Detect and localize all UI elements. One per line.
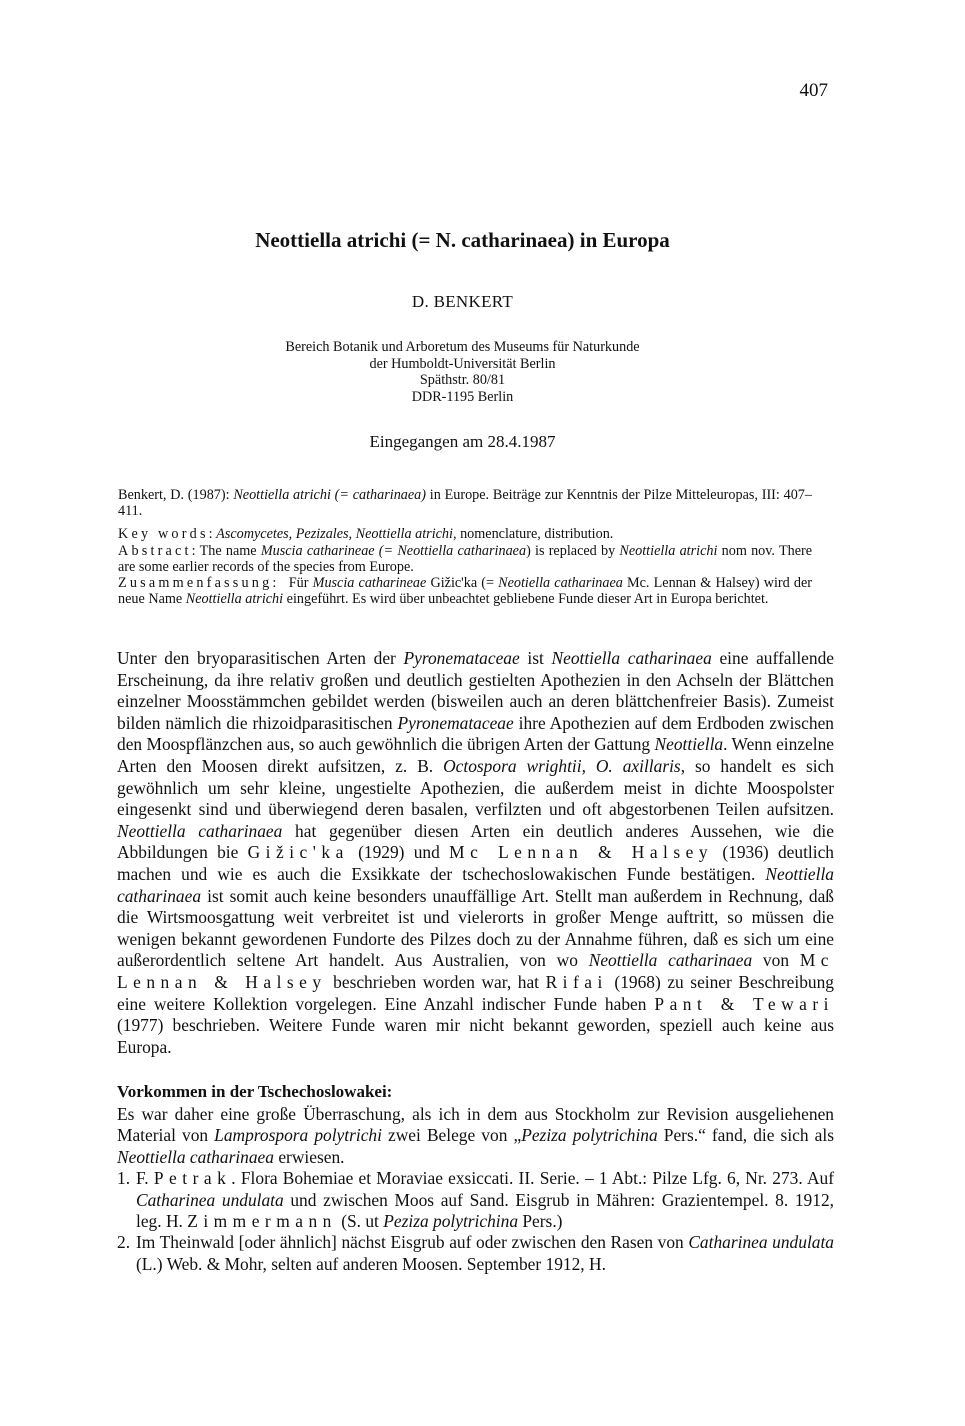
text: erwiesen. — [273, 1146, 345, 1167]
text: (S. ut — [336, 1211, 384, 1232]
list-item — [117, 1232, 834, 1275]
text: eine auffallende Erscheinung, da ihre relativ großen und deutlich gestielten Apothezien in den Achseln der Blättchen einzelner Moosstämmchen gebildet werden (bisweilen auch an deren blättchenfreier Basis). Zumeist bilden nämlich die rhizoidparasitischen — [117, 648, 834, 733]
text: Gižic'ka (= — [426, 575, 499, 592]
taxon: Lamprospora polytrichi — [214, 1125, 382, 1146]
abstract-label: Abstract — [118, 542, 192, 559]
taxon: Neottiella catharinaea — [117, 820, 283, 841]
page-number: 407 — [799, 80, 828, 101]
taxon: Pyronemataceae — [397, 712, 514, 733]
author-name: Mc Lennan & Halsey — [449, 842, 714, 863]
received-date: Eingegangen am 28.4.1987 — [369, 432, 556, 451]
taxon: Neottiella atrichi — [619, 542, 718, 559]
keywords: Key words: Ascomycetes, Pezizales, Neottiella atrichi, nomenclature, distribution. — [118, 526, 614, 543]
text: (L.) Web. & Mohr, selten auf anderen Moosen. September 1912, H. — [136, 1253, 606, 1274]
text: (1968) zu seiner Beschreibung eine weitere Kollektion vorgelegen. Eine Anzahl indischer Funde haben — [117, 971, 834, 1014]
text: zwei Belege von „ — [381, 1125, 522, 1146]
text: (1929) und — [348, 842, 450, 863]
affiliation — [0, 339, 925, 405]
text: Mc. Lennan & Halsey) wird der neue Name — [118, 575, 812, 608]
text: F. — [136, 1168, 154, 1189]
text: Pers.“ fand, die sich als — [657, 1125, 834, 1146]
paragraph — [117, 648, 834, 1058]
text: (1936) deutlich machen und wie es auch die Exsikkate der tschechoslowakischen Funde bestätigen. — [117, 842, 835, 884]
text: Unter den bryoparasitischen Arten der — [117, 648, 404, 668]
abstract: Abstract: The name Muscia catharineae (= Neottiella catharinaea) is replaced by Neottiella atrichi nom nov. There are some earlier records of the species from Europe. — [118, 542, 813, 575]
list-number: 1. — [117, 1168, 131, 1189]
text: The name — [199, 542, 261, 559]
summary-block — [118, 487, 812, 607]
author: D. BENKERT — [411, 292, 514, 311]
author-name: Gižic'ka — [247, 842, 349, 863]
taxon: Neottiella — [654, 734, 724, 755]
text: ist somit auch keine besonders unauffällige Art. Stellt man außerdem in Rechnung, daß die Wirtsmoosgattung weit verbreitet ist und vielerorts in großer Menge auftritt, so müssen die wenigen bekannt gewordenen Fundorte des Pilzes doch zu der Annahme führen, daß es sich um eine außerordentlich seltene Art handelt. Aus Australien, von wo — [117, 885, 834, 971]
taxon: Neottiella atrichi — [185, 591, 284, 608]
citation-source: in Europe. Beiträge zur Kenntnis der Pilze Mitteleuropas, III: 407–411. — [118, 487, 812, 520]
taxon: Neottiella catharinaea — [117, 863, 834, 906]
text: und zwischen Moos auf Sand. Eisgrub in Mähren: Grazientempel. 8. 1912, leg. H. — [136, 1189, 834, 1232]
taxon: Pyronemataceae — [403, 648, 520, 668]
text: ) is replaced by — [526, 542, 620, 559]
author-name: Pant & Tewari — [654, 993, 835, 1014]
list-item — [117, 1168, 834, 1232]
text: beschrieben worden war, hat — [326, 971, 546, 992]
text: Pers.) — [518, 1211, 563, 1232]
text: . Flora Bohemiae et Moraviae exsiccati. II. Serie. – 1 Abt.: Pilze Lfg. 6, Nr. 273. Auf — [231, 1168, 834, 1189]
author-name: Mc Lennan & Halsey — [117, 950, 834, 992]
author-name: Zimmermann — [187, 1211, 337, 1232]
citation-title: Neottiella atrichi (= catharinaea) — [233, 487, 427, 503]
taxon: Neottiella catharinaea — [588, 950, 753, 971]
text: Im Theinwald [oder ähnlich] nächst Eisgrub auf oder zwischen den Rasen von — [136, 1232, 689, 1253]
author-name: Rifai — [545, 971, 608, 992]
keywords-label: Key words — [118, 526, 209, 543]
text: Für — [288, 575, 313, 592]
taxon: Peziza polytrichina — [521, 1125, 658, 1146]
affiliation-line: der Humboldt-Universität Berlin — [369, 355, 556, 372]
zusammenfassung: Zusammenfassung: Für Muscia catharineae Gižic'ka (= Neotiella catharinaea Mc. Lennan & Halsey) wird der neue Name Neottiella atrichi eingeführt. Es wird über unbeachtet gebliebene Funde dieser Art in Europa berichtet. — [118, 575, 812, 608]
text: Es war daher eine große Überraschung, als ich in dem aus Stockholm zur Revision ausgeliehenen Material von — [117, 1104, 834, 1146]
taxon: Octospora wrightii, O. axillaris — [443, 755, 681, 776]
body-text — [117, 648, 834, 1058]
text: nom nov. There are some earlier records of the species from Europe. — [118, 542, 813, 575]
affiliation-line: DDR-1195 Berlin — [411, 388, 514, 405]
zusammenfassung-label: Zusammenfassung — [118, 575, 273, 592]
list-number: 2. — [117, 1232, 131, 1253]
citation — [118, 487, 812, 519]
taxon: Muscia catharineae (= Neottiella catharinaea — [260, 542, 527, 559]
taxon: Neottiella catharinaea — [551, 648, 712, 668]
keywords-rest: , nomenclature, distribution. — [452, 526, 614, 543]
text: ihre Apothezien auf dem Erdboden zwischen den Moospflänzchen aus, so auch gewöhnlich die übrigen Arten der Gattung — [117, 712, 834, 755]
affiliation-line: Bereich Botanik und Arboretum des Museums für Naturkunde — [285, 339, 640, 355]
article-title: Neottiella atrichi (= N. catharinaea) in Europa — [255, 228, 670, 252]
text: (1977) beschrieben. Weitere Funde waren mir nicht bekannt geworden, speziell auch keine aus Europa. — [117, 1015, 834, 1057]
text: , so handelt es sich gewöhnlich um sehr kleine, ungestielte Apothezien, die außerdem meist in dichte Moospolster eingesenkt sind und überwiegend deren basalen, verfilzten und oft abgestorbenen Teilen aufsitzen. — [117, 755, 835, 820]
text: . Wenn einzelne Arten den Moosen direkt aufsitzen, z. B. — [117, 734, 835, 776]
taxon: Neottiella catharinaea — [117, 1146, 274, 1167]
taxon: Muscia catharineae — [312, 575, 427, 592]
text: hat gegenüber diesen Arten ein deutlich anderes Aussehen, wie die Abbildungen bie — [117, 820, 834, 863]
section-body — [117, 1104, 834, 1275]
text: eingeführt. Es wird über unbeachtet gebliebene Funde dieser Art in Europa berichtet. — [283, 591, 769, 608]
text: von — [752, 950, 800, 971]
section-heading: Vorkommen in der Tschechoslowakei: — [117, 1082, 393, 1101]
keywords-italic: Ascomycetes, Pezizales, Neottiella atrichi — [216, 526, 453, 543]
taxon: Catharinea undulata — [688, 1232, 834, 1253]
section-intro — [117, 1104, 834, 1168]
citation-authors: Benkert, D. (1987): — [118, 487, 234, 503]
taxon: Catharinea undulata — [136, 1189, 284, 1210]
taxon: Neotiella catharinaea — [498, 575, 623, 592]
affiliation-line: Späthstr. 80/81 — [419, 372, 506, 388]
text: ist — [519, 648, 552, 668]
specimen-list — [117, 1168, 834, 1275]
author-name: Petrak — [153, 1168, 232, 1189]
taxon: Peziza polytrichina — [383, 1211, 519, 1232]
